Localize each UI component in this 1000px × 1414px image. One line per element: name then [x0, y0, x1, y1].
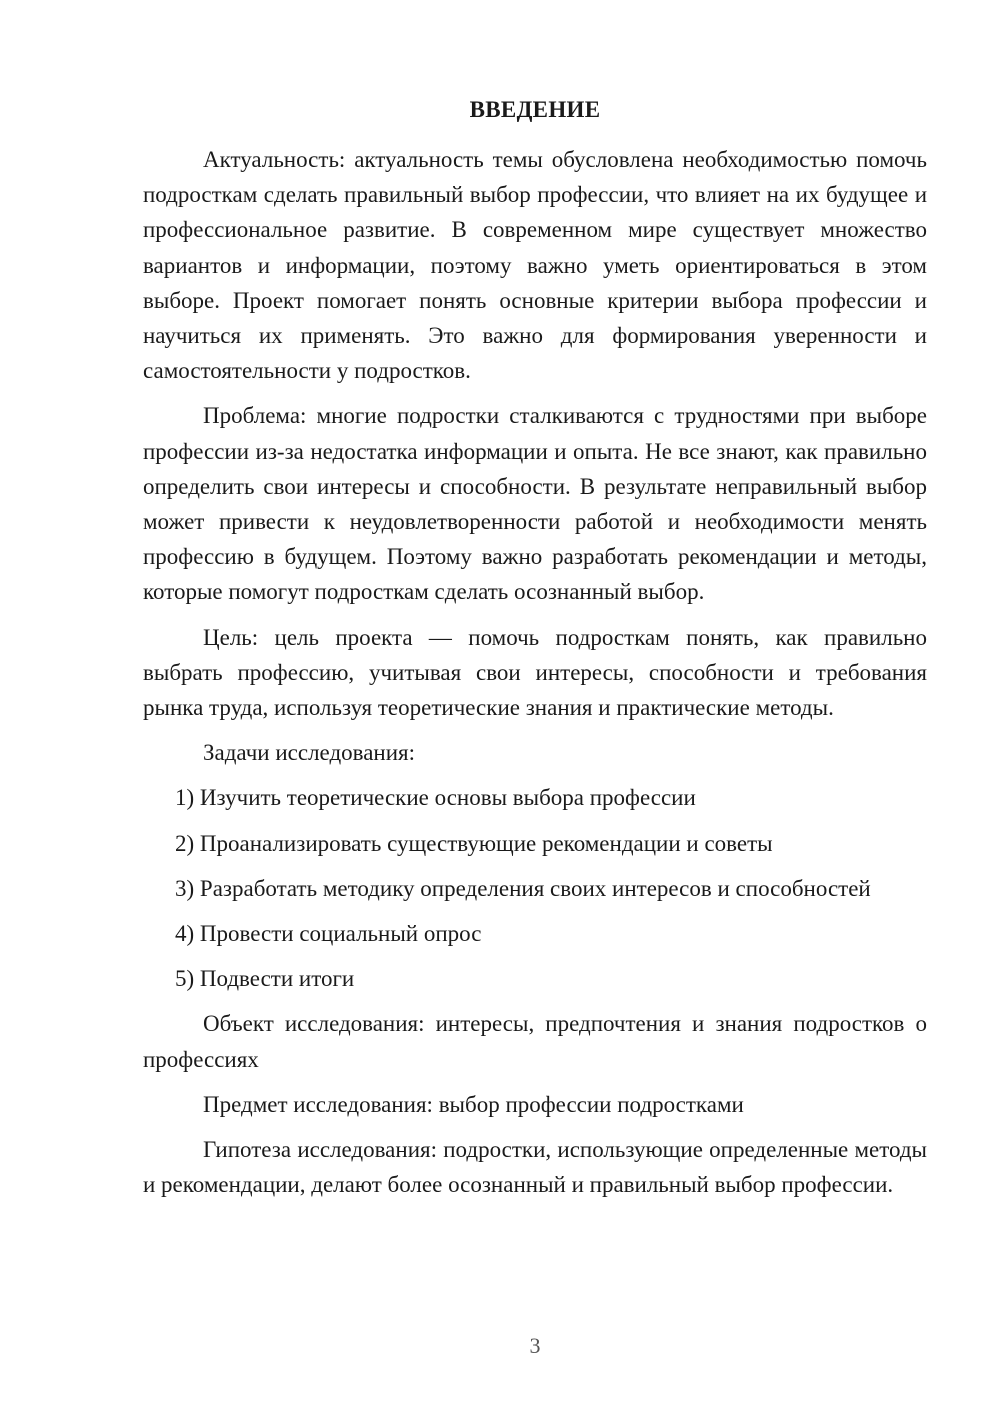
list-item: 5) Подвести итоги [175, 966, 355, 992]
document-body [143, 142, 927, 1212]
page-number: 3 [529, 1333, 541, 1358]
problem-paragraph: Проблема: многие подростки сталкиваются с трудностями при выборе профессии из-за недостатка информации и опыта. Не все знают, как правильно определить свои интересы и способности. В результате неправильный выбор может привести к неудовлетворенности работой и необходимости менять профессию в будущем. Поэтому важно разработать рекомендации и методы, которые помогут подросткам сделать осознанный выбор. [143, 403, 927, 605]
tasks-list [143, 780, 927, 996]
page-title: ВВЕДЕНИЕ [469, 97, 601, 122]
list-item: 1) Изучить теоретические основы выбора профессии [175, 785, 696, 811]
hypothesis-paragraph: Гипотеза исследования: подростки, использующие определенные методы и рекомендации, делают более осознанный и правильный выбор профессии. [143, 1137, 927, 1198]
subject-paragraph: Предмет исследования: выбор профессии подростками [203, 1091, 744, 1117]
list-item: 4) Провести социальный опрос [175, 921, 482, 947]
list-item: 3) Разработать методику определения своих интересов и способностей [175, 875, 871, 901]
object-paragraph: Объект исследования: интересы, предпочтения и знания подростков о профессиях [143, 1011, 927, 1072]
list-item: 2) Проанализировать существующие рекомендации и советы [175, 830, 773, 856]
goal-paragraph: Цель: цель проекта — помочь подросткам понять, как правильно выбрать профессию, учитывая свои интересы, способности и требования рынка труда, используя теоретические знания и практические методы. [143, 624, 927, 721]
tasks-heading: Задачи исследования: [203, 740, 416, 766]
relevance-paragraph: Актуальность: актуальность темы обусловлена необходимостью помочь подросткам сделать правильный выбор профессии, что влияет на их будущее и профессиональное развитие. В современном мире существует множество вариантов и информации, поэтому важно уметь ориентироваться в этом выборе. Проект помогает понять основные критерии выбора профессии и научиться их применять. Это важно для формирования уверенности и самостоятельности у подростков. [143, 147, 927, 384]
